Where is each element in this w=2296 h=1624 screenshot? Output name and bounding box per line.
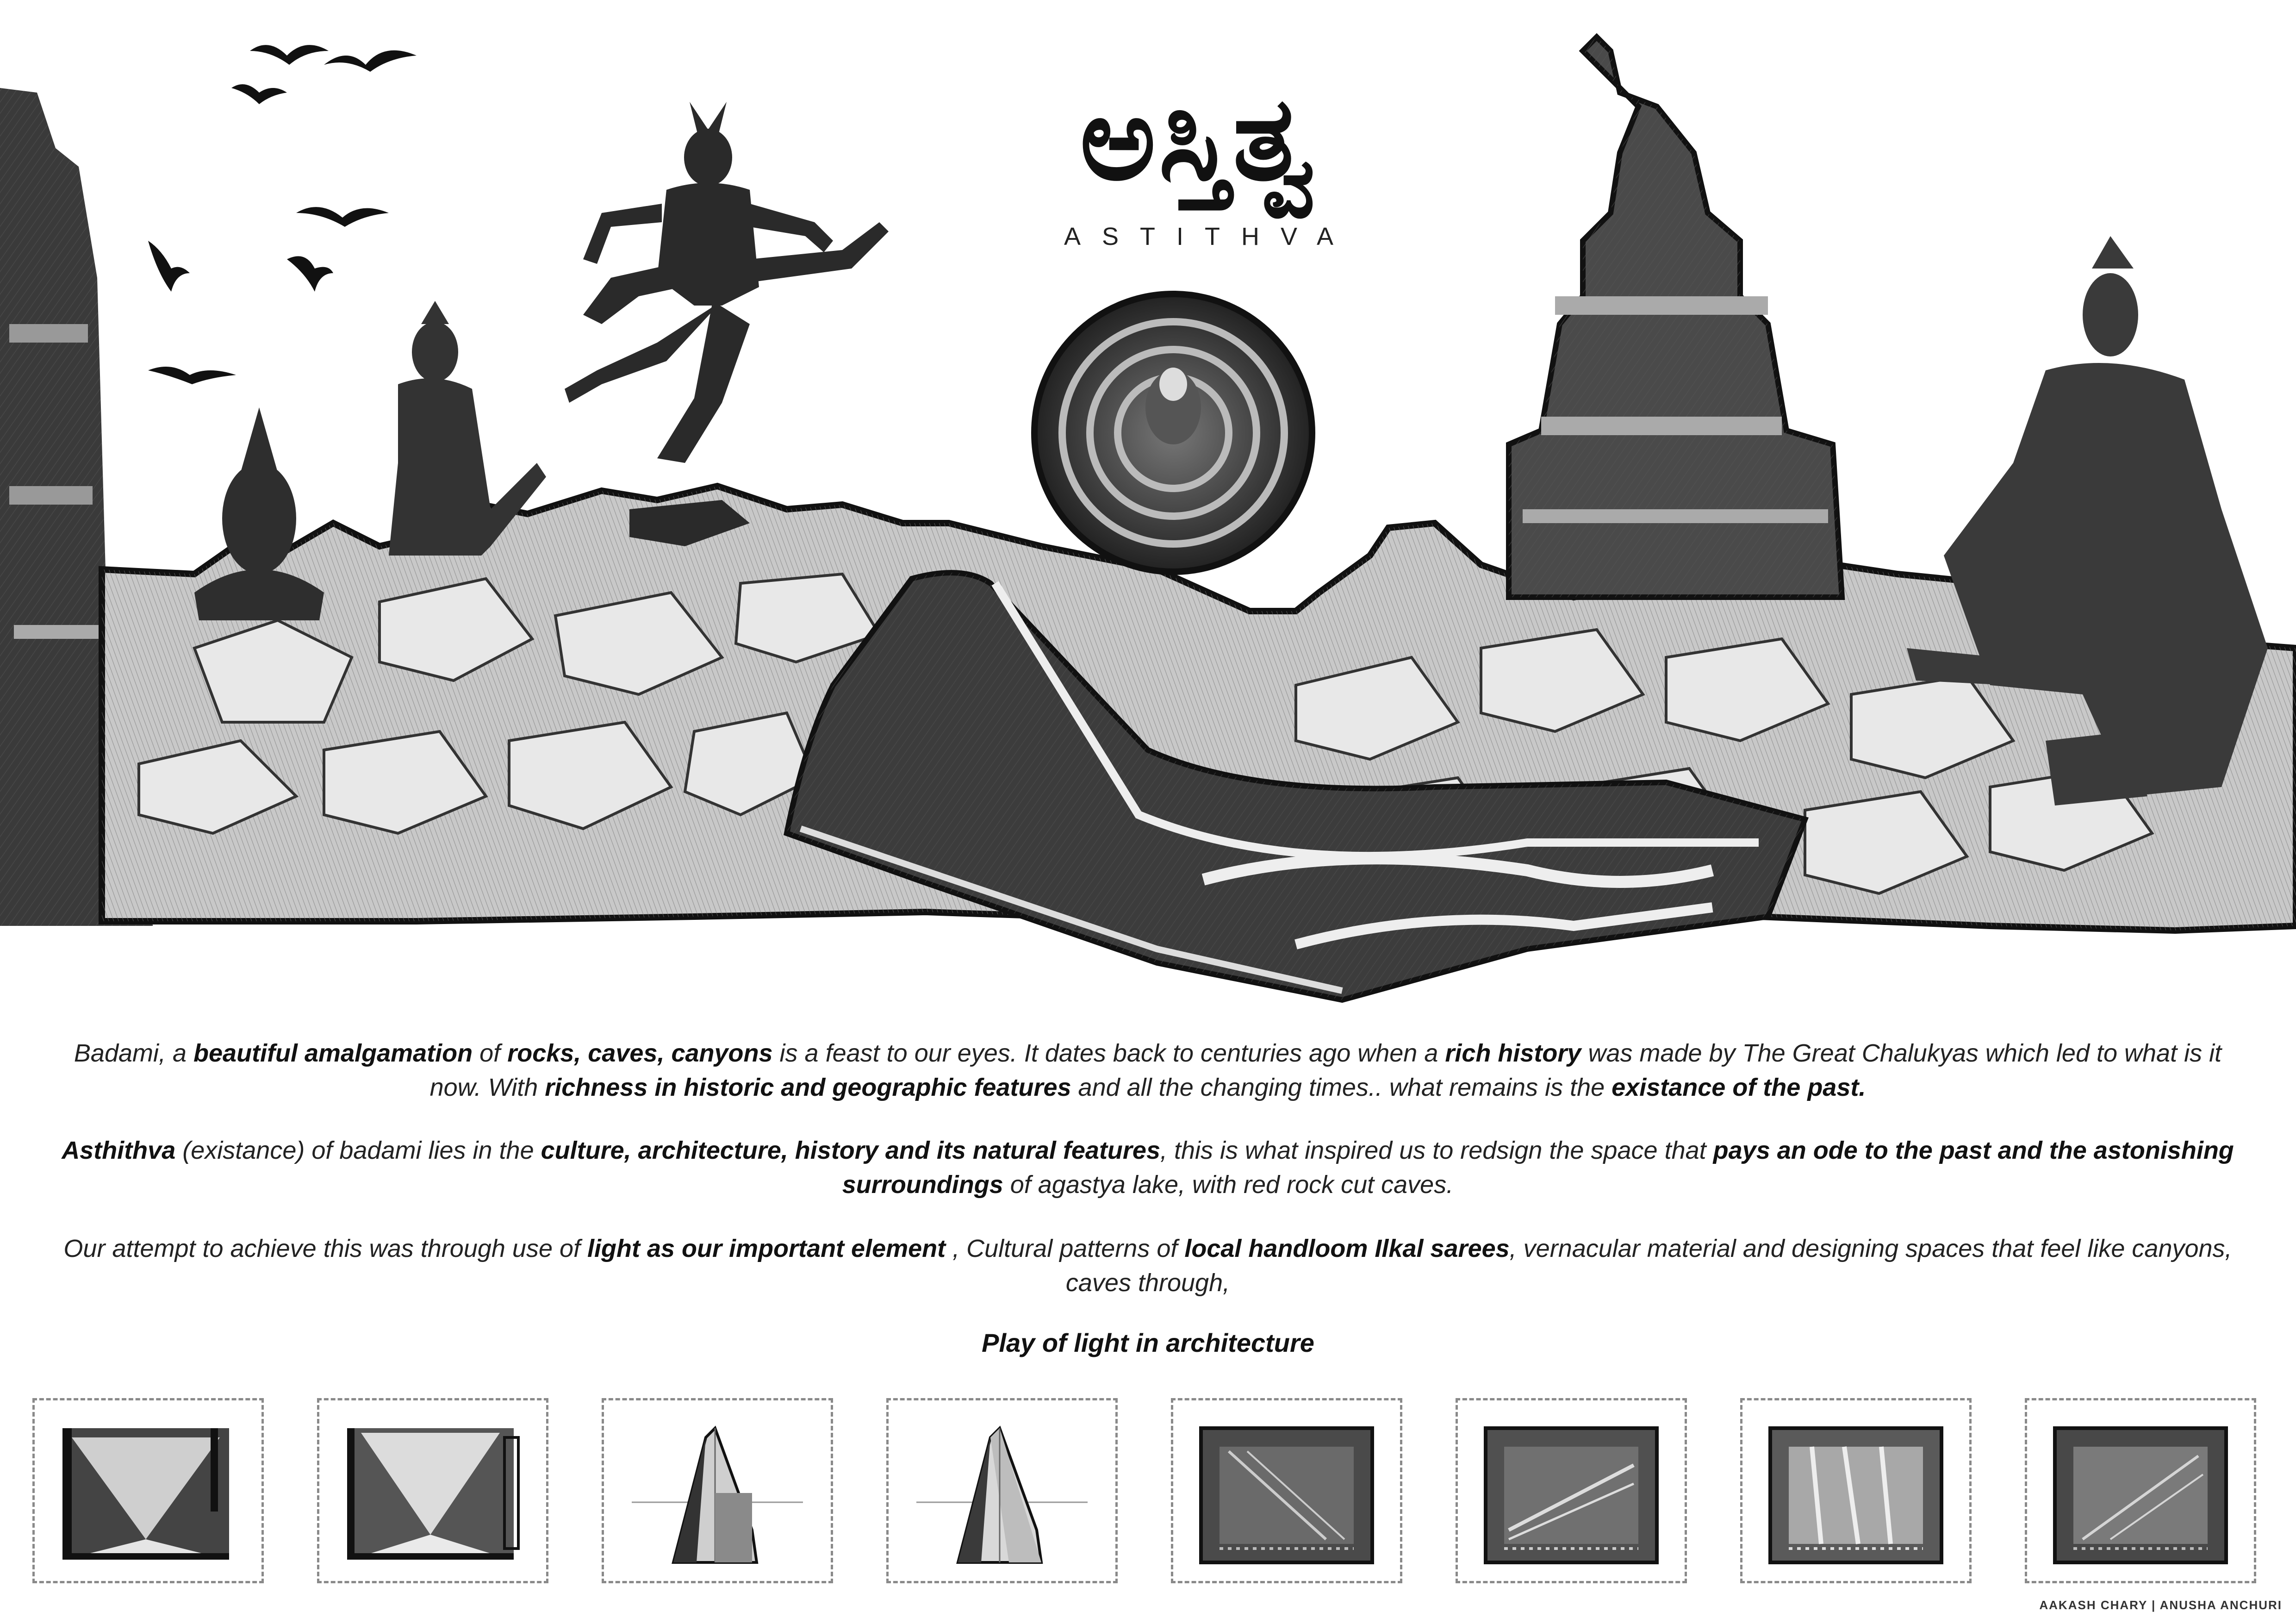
sketch-cave-interior-4 (2025, 1398, 2256, 1583)
intro-paragraph (51, 1036, 2245, 1105)
head-statue (194, 407, 324, 620)
text-run: is a feast to our eyes. It dates back to centuries ago when a (772, 1039, 1445, 1067)
approach-paragraph (51, 1231, 2245, 1300)
bold-run: richness in historic and geographic features (545, 1074, 1071, 1101)
title-kannada: ಅಸ್ತಿತ್ವ (1080, 71, 1318, 206)
temple-tower (1509, 37, 1842, 597)
bold-run: existance of the past. (1612, 1074, 1866, 1101)
bold-run: pays an ode to the past and the astonishing surroundings (842, 1137, 2234, 1199)
bold-run: light as our important element (587, 1235, 946, 1262)
text-run: and all the changing times.. what remains is the (1071, 1074, 1612, 1101)
bold-run: rich history (1445, 1039, 1581, 1067)
sketch-section-light-v-2 (317, 1398, 548, 1583)
text-run: , vernacular material and designing spaces that feel like canyons, caves through, (1065, 1235, 2232, 1297)
bold-run: rocks, caves, canyons (507, 1039, 773, 1067)
bold-run: local handloom Ilkal sarees (1184, 1235, 1510, 1262)
sketch-pointed-roof-1 (602, 1398, 833, 1583)
bold-run: Asthithva (62, 1137, 176, 1164)
text-run: Our attempt to achieve this was through use of (63, 1235, 588, 1262)
sketch-strip (0, 1393, 2296, 1588)
text-run: Badami, a (74, 1039, 194, 1067)
sketch-cave-interior-1 (1171, 1398, 1402, 1583)
author-credits: AAKASH CHARY | ANUSHA ANCHURI (2039, 1598, 2282, 1612)
title-block (967, 69, 1430, 251)
sketch-pointed-roof-2 (886, 1398, 1118, 1583)
spiral-medallion (1034, 294, 1312, 572)
text-run: of agastya lake, with red rock cut caves. (1003, 1171, 1454, 1199)
sketch-section-light-v-1 (32, 1398, 264, 1583)
sketch-caption: Play of light in architecture (982, 1328, 1314, 1357)
asthithva-paragraph (51, 1133, 2245, 1202)
text-run: , Cultural patterns of (946, 1235, 1185, 1262)
text-run: , this is what inspired us to redsign the space that (1160, 1137, 1713, 1164)
sketch-cave-interior-2 (1456, 1398, 1687, 1583)
bold-run: beautiful amalgamation (193, 1039, 473, 1067)
text-run: (existance) of badami lies in the (175, 1137, 541, 1164)
sketch-cave-interior-3 (1740, 1398, 1972, 1583)
birds (148, 45, 417, 384)
title-latin: ASTITHVA (1064, 223, 1355, 250)
text-run: was made by The Great Chalukyas which led to what is it now. With (429, 1039, 2222, 1101)
nataraja-statue (565, 102, 889, 546)
bold-run: culture, architecture, history and its natural features (541, 1137, 1160, 1164)
text-run: of (473, 1039, 508, 1067)
